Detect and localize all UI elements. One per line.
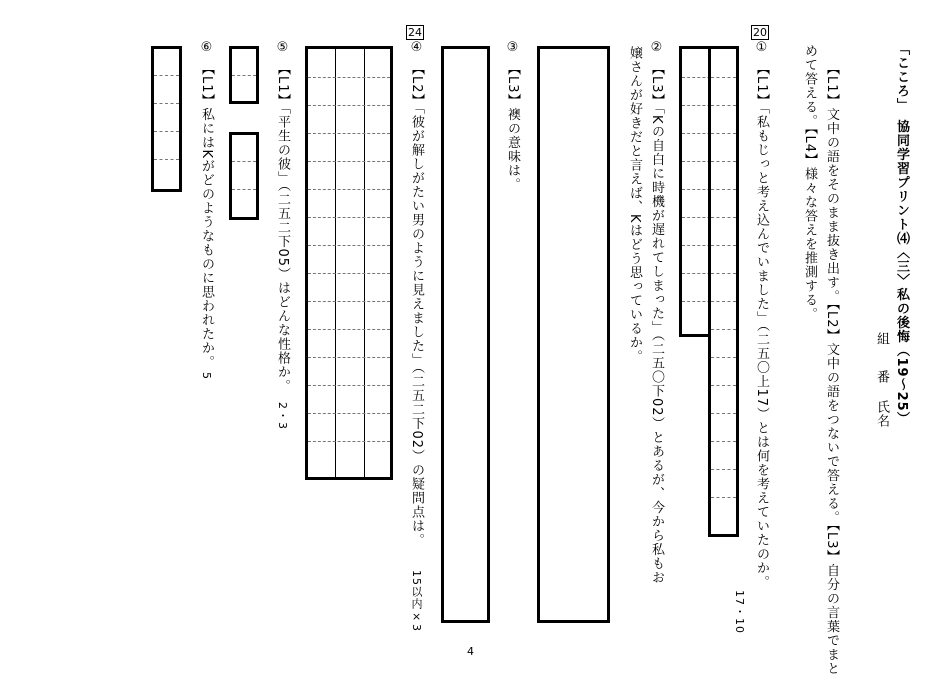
q5-answer-box-1[interactable] bbox=[229, 46, 259, 104]
q4-box-number: 24 bbox=[408, 26, 422, 39]
q3-marker: ③ bbox=[505, 40, 520, 56]
q2-marker: ② bbox=[649, 40, 664, 56]
q4-constraint: 15以内×3 bbox=[410, 570, 423, 632]
q5-text: 【L1】「平生の彼」（二五二下05）はどんな性格か。 bbox=[275, 62, 290, 394]
q2-text-line-1: 【L3】「Kの自白に時機が遅れてしまった」（二五〇下02）とあるが、今から私もお bbox=[649, 62, 664, 585]
q6-text: 【L1】私にはKがどのようなものに思われたか。 bbox=[199, 62, 214, 370]
q4-answer-box[interactable] bbox=[305, 46, 393, 480]
q1-marker: ① bbox=[754, 40, 769, 56]
q1-answer-box-right[interactable] bbox=[708, 46, 739, 537]
instructions-line-1: 【L1】文中の語をそのまま抜き出す。【L2】文中の語をつないで答える。【L3】自分の言葉でまと bbox=[824, 62, 839, 676]
q3-text: 【L3】襖の意味は。 bbox=[505, 62, 520, 192]
q3-answer-box[interactable] bbox=[441, 46, 490, 623]
q1-lines: 17・10 bbox=[733, 590, 746, 634]
number-label: 番 bbox=[874, 370, 889, 384]
q6-answer-box[interactable] bbox=[151, 46, 182, 192]
class-label: 組 bbox=[874, 332, 889, 346]
q4-marker: ④ bbox=[409, 40, 424, 56]
q4-text: 【L2】「彼が解しがたい男のように見えました」（二五二下02）の疑問点は。 bbox=[409, 62, 424, 548]
q6-lines: 5 bbox=[200, 372, 213, 380]
q2-text-line-2: 嬢さんが好きだと言えば、Kはどう思っているか。 bbox=[627, 46, 642, 364]
worksheet-title: 「こころ」 協同学習プリント⑷〈三〉私の後悔（19〜25） bbox=[894, 42, 909, 426]
q2-answer-box[interactable] bbox=[537, 46, 610, 623]
name-label: 氏名 bbox=[874, 400, 889, 428]
q5-lines: 2・3 bbox=[276, 402, 289, 430]
q5-marker: ⑤ bbox=[275, 40, 290, 56]
q5-answer-box-2[interactable] bbox=[229, 132, 259, 220]
q6-marker: ⑥ bbox=[199, 40, 214, 56]
q1-box-number: 20 bbox=[753, 26, 767, 39]
q1-text: 【L1】「私もじっと考え込んでいました」（二五〇上17）とは何を考えていたのか。 bbox=[754, 62, 769, 590]
page-number: 4 bbox=[467, 645, 474, 658]
instructions-line-2: めて答える。【L4】様々な答えを推測する。 bbox=[802, 44, 817, 322]
